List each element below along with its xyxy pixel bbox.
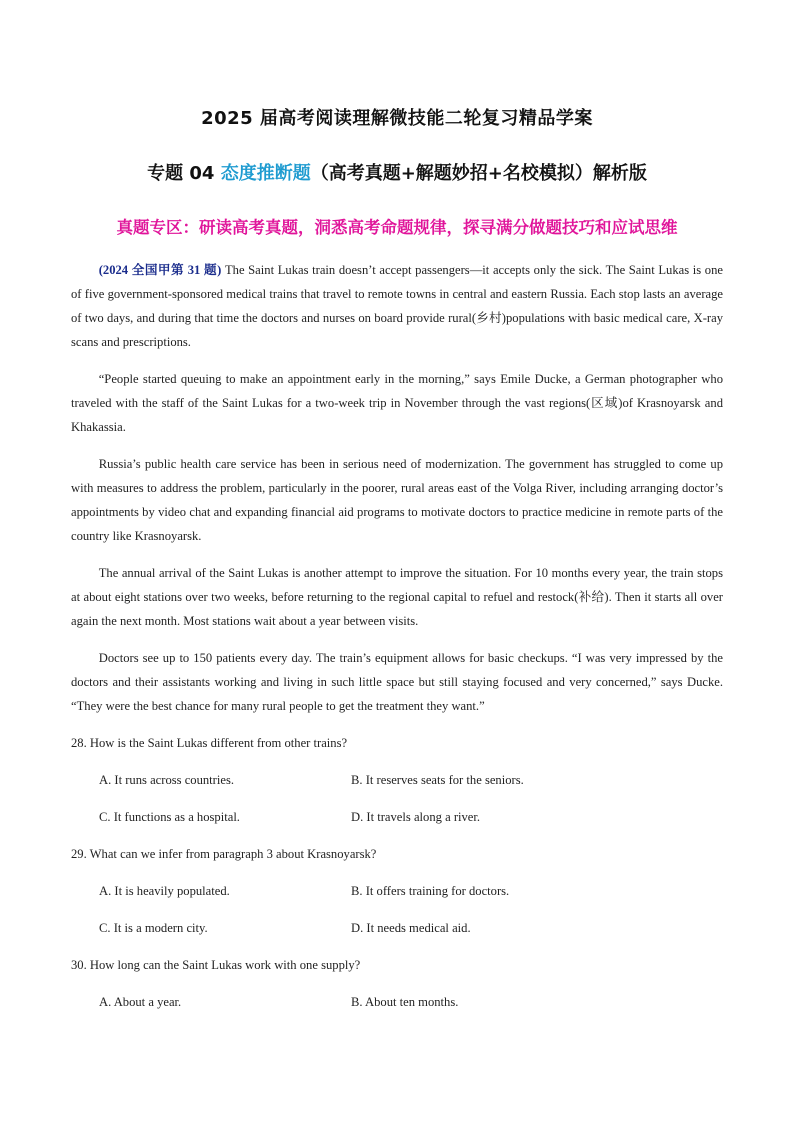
question-28-option-a: A. It runs across countries. [99,773,235,787]
question-30-option-b: B. About ten months. [351,995,459,1009]
subtitle-suffix: （高考真题+解题妙招+名校模拟）解析版 [310,163,647,184]
subtitle-prefix: 专题 04 [147,163,221,184]
question-29-option-d: D. It needs medical aid. [351,921,471,935]
question-28-option-c: C. It functions as a hospital. [99,810,240,824]
question-28-options-row-1 [99,768,723,792]
question-30-option-a: A. About a year. [99,995,182,1009]
question-29-stem: 29. What can we infer from paragraph 3 about Krasnoyarsk? [71,847,377,861]
passage-paragraph-2: “People started queuing to make an appointment early in the morning,” says Emile Ducke, a German photographer who traveled with the staff of the Saint Lukas for a two-week trip in November through the vast regions(区域)of Krasnoyarsk and Khakassia. [71,372,723,434]
question-28-stem: 28. How is the Saint Lukas different from other trains? [71,736,348,750]
question-29-options-row-2 [99,916,723,940]
question-28-option-b: B. It reserves seats for the seniors. [351,773,524,787]
passage-paragraph-4: The annual arrival of the Saint Lukas is another attempt to improve the situation. For 10 months every year, the train stops at about eight stations over two weeks, before returning to the regional capital to refuel and restock(补给). Then it starts all over again the next month. Most stations wait about a year between visits. [71,566,723,628]
question-source: (2024 全国甲第 31 题) [98,263,222,277]
document-subtitle [0,159,794,185]
question-30-stem: 30. How long can the Saint Lukas work with one supply? [71,958,361,972]
question-29-option-b: B. It offers training for doctors. [351,884,510,898]
question-28-options-row-2 [99,805,723,829]
question-29-option-a: A. It is heavily populated. [99,884,230,898]
question-28-option-d: D. It travels along a river. [351,810,481,824]
document-title: 2025 届高考阅读理解微技能二轮复习精品学案 [201,108,593,129]
document-body [71,258,723,1027]
question-29-option-c: C. It is a modern city. [99,921,208,935]
passage-paragraph-1 [71,258,723,354]
paragraph-1-text: The Saint Lukas train doesn’t accept passengers—it accepts only the sick. The Saint Lukas is one of five government-sponsored medical trains that travel to remote towns in central and eastern Russia. Each stop lasts an average of two days, and during that time the doctors and nurses on board provide rural(乡村)populations with basic medical care, X-ray scans and prescriptions. [71,263,723,349]
section-heading: 真题专区：研读高考真题，洞悉高考命题规律，探寻满分做题技巧和应试思维 [116,218,678,237]
passage-paragraph-3: Russia’s public health care service has been in serious need of modernization. The government has struggled to come up with measures to address the problem, particularly in the poorer, rural areas east of the Volga River, including arranging doctor’s appointments by video chat and expanding financial aid programs to motivate doctors to practice medicine in remote parts of the country like Krasnoyarsk. [71,457,723,543]
passage-paragraph-5: Doctors see up to 150 patients every day. The train’s equipment allows for basic checkups. “I was very impressed by the doctors and their assistants working and living in such little space but still staying focused and very concerned,” says Ducke. “They were the best chance for many rural people to get the treatment they want.” [71,651,723,713]
question-30-options-row-1 [99,990,723,1014]
subtitle-topic: 态度推断题 [220,163,311,184]
question-29-options-row-1 [99,879,723,903]
